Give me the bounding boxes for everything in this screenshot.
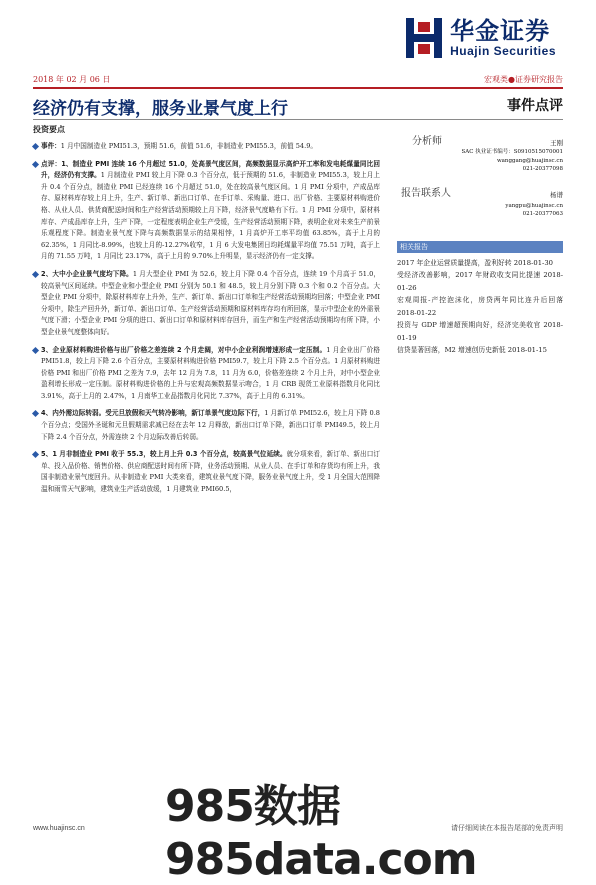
bullet-text: 1 月中国制造业 PMI51.3，预期 51.6，前值 51.6，非制造业 PMI55.3，前值 54.9。 xyxy=(60,142,318,150)
related-reports-header: 相关报告 xyxy=(397,241,563,253)
analyst-block xyxy=(397,124,563,147)
bullet-lead: 点评：1、制造业 PMI 连续 16 个月超过 51.0，处高景气度区间，高频数据显示高炉开工率和发电耗煤量同比回升，经济仍有支撑。 xyxy=(41,159,380,180)
report-date: 2018 年 02 月 06 日 xyxy=(33,75,111,84)
bullet-item xyxy=(33,159,380,263)
report-category: 宏观类●证券研究报告 xyxy=(484,75,563,84)
date-row xyxy=(33,74,563,86)
related-report-link[interactable]: 信贷显著回落，M2 增速创历史新低 2018-01-15 xyxy=(397,346,547,354)
brand-name-cn: 华金证券 xyxy=(450,17,551,45)
brand-logo xyxy=(406,18,556,58)
related-reports-list xyxy=(397,257,563,357)
sidebar xyxy=(397,124,563,357)
diamond-bullet-icon xyxy=(32,346,39,353)
bullet-lead: 事件： xyxy=(41,142,61,150)
report-type-tag: 事件点评 xyxy=(507,98,563,114)
analyst-cert: SAC 执业证书编号：S0910515070001 xyxy=(461,149,563,155)
bullet-text: 就分项来看，新订单、新出口订单、投入品价格、销售价格、供应商配送时间有所下降，业务活动预期、从业人员、在手订单和存货均有所上升，我国非制造业景气度回升。从非制造业 PMI 大类来看，建筑业景气度下降，服务业景气度上升，受 1 月全国大范围降温和雨雪天气影响，建筑业生产活动放缓，1 月建筑业 PMI60.5， xyxy=(41,450,380,494)
liaison-contact xyxy=(397,202,563,219)
bullet-text: 1 月大型企业 PMI 为 52.6，较上月下降 0.4 个百分点，连续 19 个月高于 51.0，较高景气区间延续。中型企业和小型企业 PMI 分别为 50.1 和 48.5，较上月分别下降 0.3 个和 0.2 个百分点。大型企业 PMI 分项中，除原材料库存上升外，生产、新订单、新出口订单和生产经营活动预期均回落；中型企业 PMI 分项中，除生产回升外，新订单、新出口订单、生产经营活动预期和原材料库存均有所回落，显示中型企业的外需景气度下滑；小型企业 PMI 分项的进口、新出口订单和原材料库存回升，而生产和生产经营活动预期均有所下降，小型企业景气度整体向好。 xyxy=(41,269,380,336)
footer-url[interactable]: www.huajinsc.cn xyxy=(33,825,85,832)
page-header xyxy=(0,0,596,78)
analyst-phone: 021-20377098 xyxy=(522,166,563,172)
diamond-bullet-icon xyxy=(32,161,39,168)
liaison-label: 报告联系人 xyxy=(401,187,451,199)
main-content xyxy=(33,124,380,502)
bullet-text: 1 月新订单 PMI52.6，较上月下降 0.8 个百分点；受国外圣诞和元旦假期需求减已经在去年 12 月释放，新出口订单下降，新出口订单 PMI49.5，较上月下降 2.4 个百分点，外需连续 2 个月边际改善后转弱。 xyxy=(41,409,380,441)
bullet-item xyxy=(33,269,380,339)
bullet-lead: 5、1 月非制造业 PMI 收于 55.3，较上月上升 0.3 个百分点，较高景气位延续。 xyxy=(41,450,287,459)
analyst-contact xyxy=(397,148,563,174)
bullet-lead: 3、企业原材料购进价格与出厂价格之差连续 2 个月走阔，对中小企业利润增速形成一定压制。 xyxy=(41,345,327,354)
title-divider xyxy=(33,119,563,120)
diamond-bullet-icon xyxy=(32,410,39,417)
analyst-email[interactable]: wanggang@huajinsc.cn xyxy=(496,157,563,164)
liaison-block xyxy=(397,180,563,202)
bullet-lead: 2、大中小企业景气度均下降。 xyxy=(41,269,133,278)
footer-disclaimer-note: 请仔细阅读在本报告尾部的免责声明 xyxy=(451,824,563,832)
diamond-bullet-icon xyxy=(32,451,39,458)
diamond-bullet-icon xyxy=(32,271,39,278)
bullet-item xyxy=(33,141,380,153)
bullet-lead: 4、内外需边际转弱。受元旦放假和天气转冷影响，新订单景气度边际下行， xyxy=(41,409,265,418)
analyst-name: 王刚 xyxy=(550,139,563,147)
analyst-label: 分析师 xyxy=(412,136,442,147)
bullet-item xyxy=(33,345,380,403)
report-title: 经济仍有支撑，服务业景气度上行 xyxy=(33,99,288,119)
logo-mark-icon xyxy=(406,18,442,58)
liaison-email[interactable]: yangpu@huajinsc.cn xyxy=(505,202,563,209)
liaison-phone: 021-20377063 xyxy=(522,211,563,217)
section-title: 投资要点 xyxy=(33,125,65,134)
liaison-name: 杨谱 xyxy=(550,190,563,199)
related-report-link[interactable]: 2017 年企业运营质量提高，盈利好转 2018-01-30 xyxy=(397,258,553,267)
bullet-item xyxy=(33,408,380,443)
bullet-text: 1 月制造业 PMI 较上月下降 0.3 个百分点，低于预期的 51.6，非制造业 PMI55.3，较上月上升 0.4 个百分点，制造业 PMI 已经连续 16 个月超过 51.0，处在较高景气度区间。1 月 PMI 分项中，产成品库存、原材料库存较上月上升，生产、新订单、新出口订单、在手订单、采购量、进口、出厂价格、主要原材料购进价格、从业人员、供货商配送时间和生产经营活动预期较上月下降，经济景气度略有下行。1 月 PMI 分项中，原材料库存、产成品库存上升，生产下降，一定程度表明企业生产受缓，生产经营活动预期下降，表明企业对未来生产前景乐观程度下降。制造业景气度下降与高频数据显示的结果相悖，1 月高炉开工率平均值 63.85%，高于上月的 62.35%，1 月同比-8.99%，也较上月的-12.27%收窄，1 月 6 大发电集团日均耗煤量平均值 75.51 万吨，高于上月的 71.55 万吨，1 月同比 23.17%，高于上月的 9.70%上升明显，显示经济仍有一定支撑。 xyxy=(41,171,380,261)
diamond-bullet-icon xyxy=(32,143,39,150)
bullet-text: 1 月企业出厂价格 PMI51.8，较上月下降 2.6 个百分点，主要原材料购进价格 PMI59.7，较上月下降 2.5 个百分点。1 月原材料购进价格 PMI 和出厂价格 PMI 之差为 7.9，去年 12 月为 7.8，11 月为 6.0，价格差连续 2 个月上升，对中小型企业盈利增长形成一定压制。原材料购进价格的上升与宏观高频数据显示吻合，1 月 CRB 现货工业原料指数月化同比 3.91%，高于上月的 2.47%，1 月南华工业品指数月化同比 7.37%，高于上月的 6.31%。 xyxy=(41,345,381,400)
related-report-link[interactable]: 受经济改善影响，2017 年财政收支同比提速 2018-01-26 xyxy=(397,271,563,292)
brand-name-en: Huajin Securities xyxy=(450,44,556,58)
related-report-link[interactable]: 宏观周报-产控泡沫化，房贷两年同比连升后回落 2018-01-22 xyxy=(397,296,563,317)
related-report-link[interactable]: 投资与 GDP 增速超预期向好，经济完美收官 2018-01-19 xyxy=(397,321,563,342)
header-divider xyxy=(33,87,563,89)
bullet-item xyxy=(33,449,380,495)
watermark: 985数据 985data.com xyxy=(165,781,477,885)
